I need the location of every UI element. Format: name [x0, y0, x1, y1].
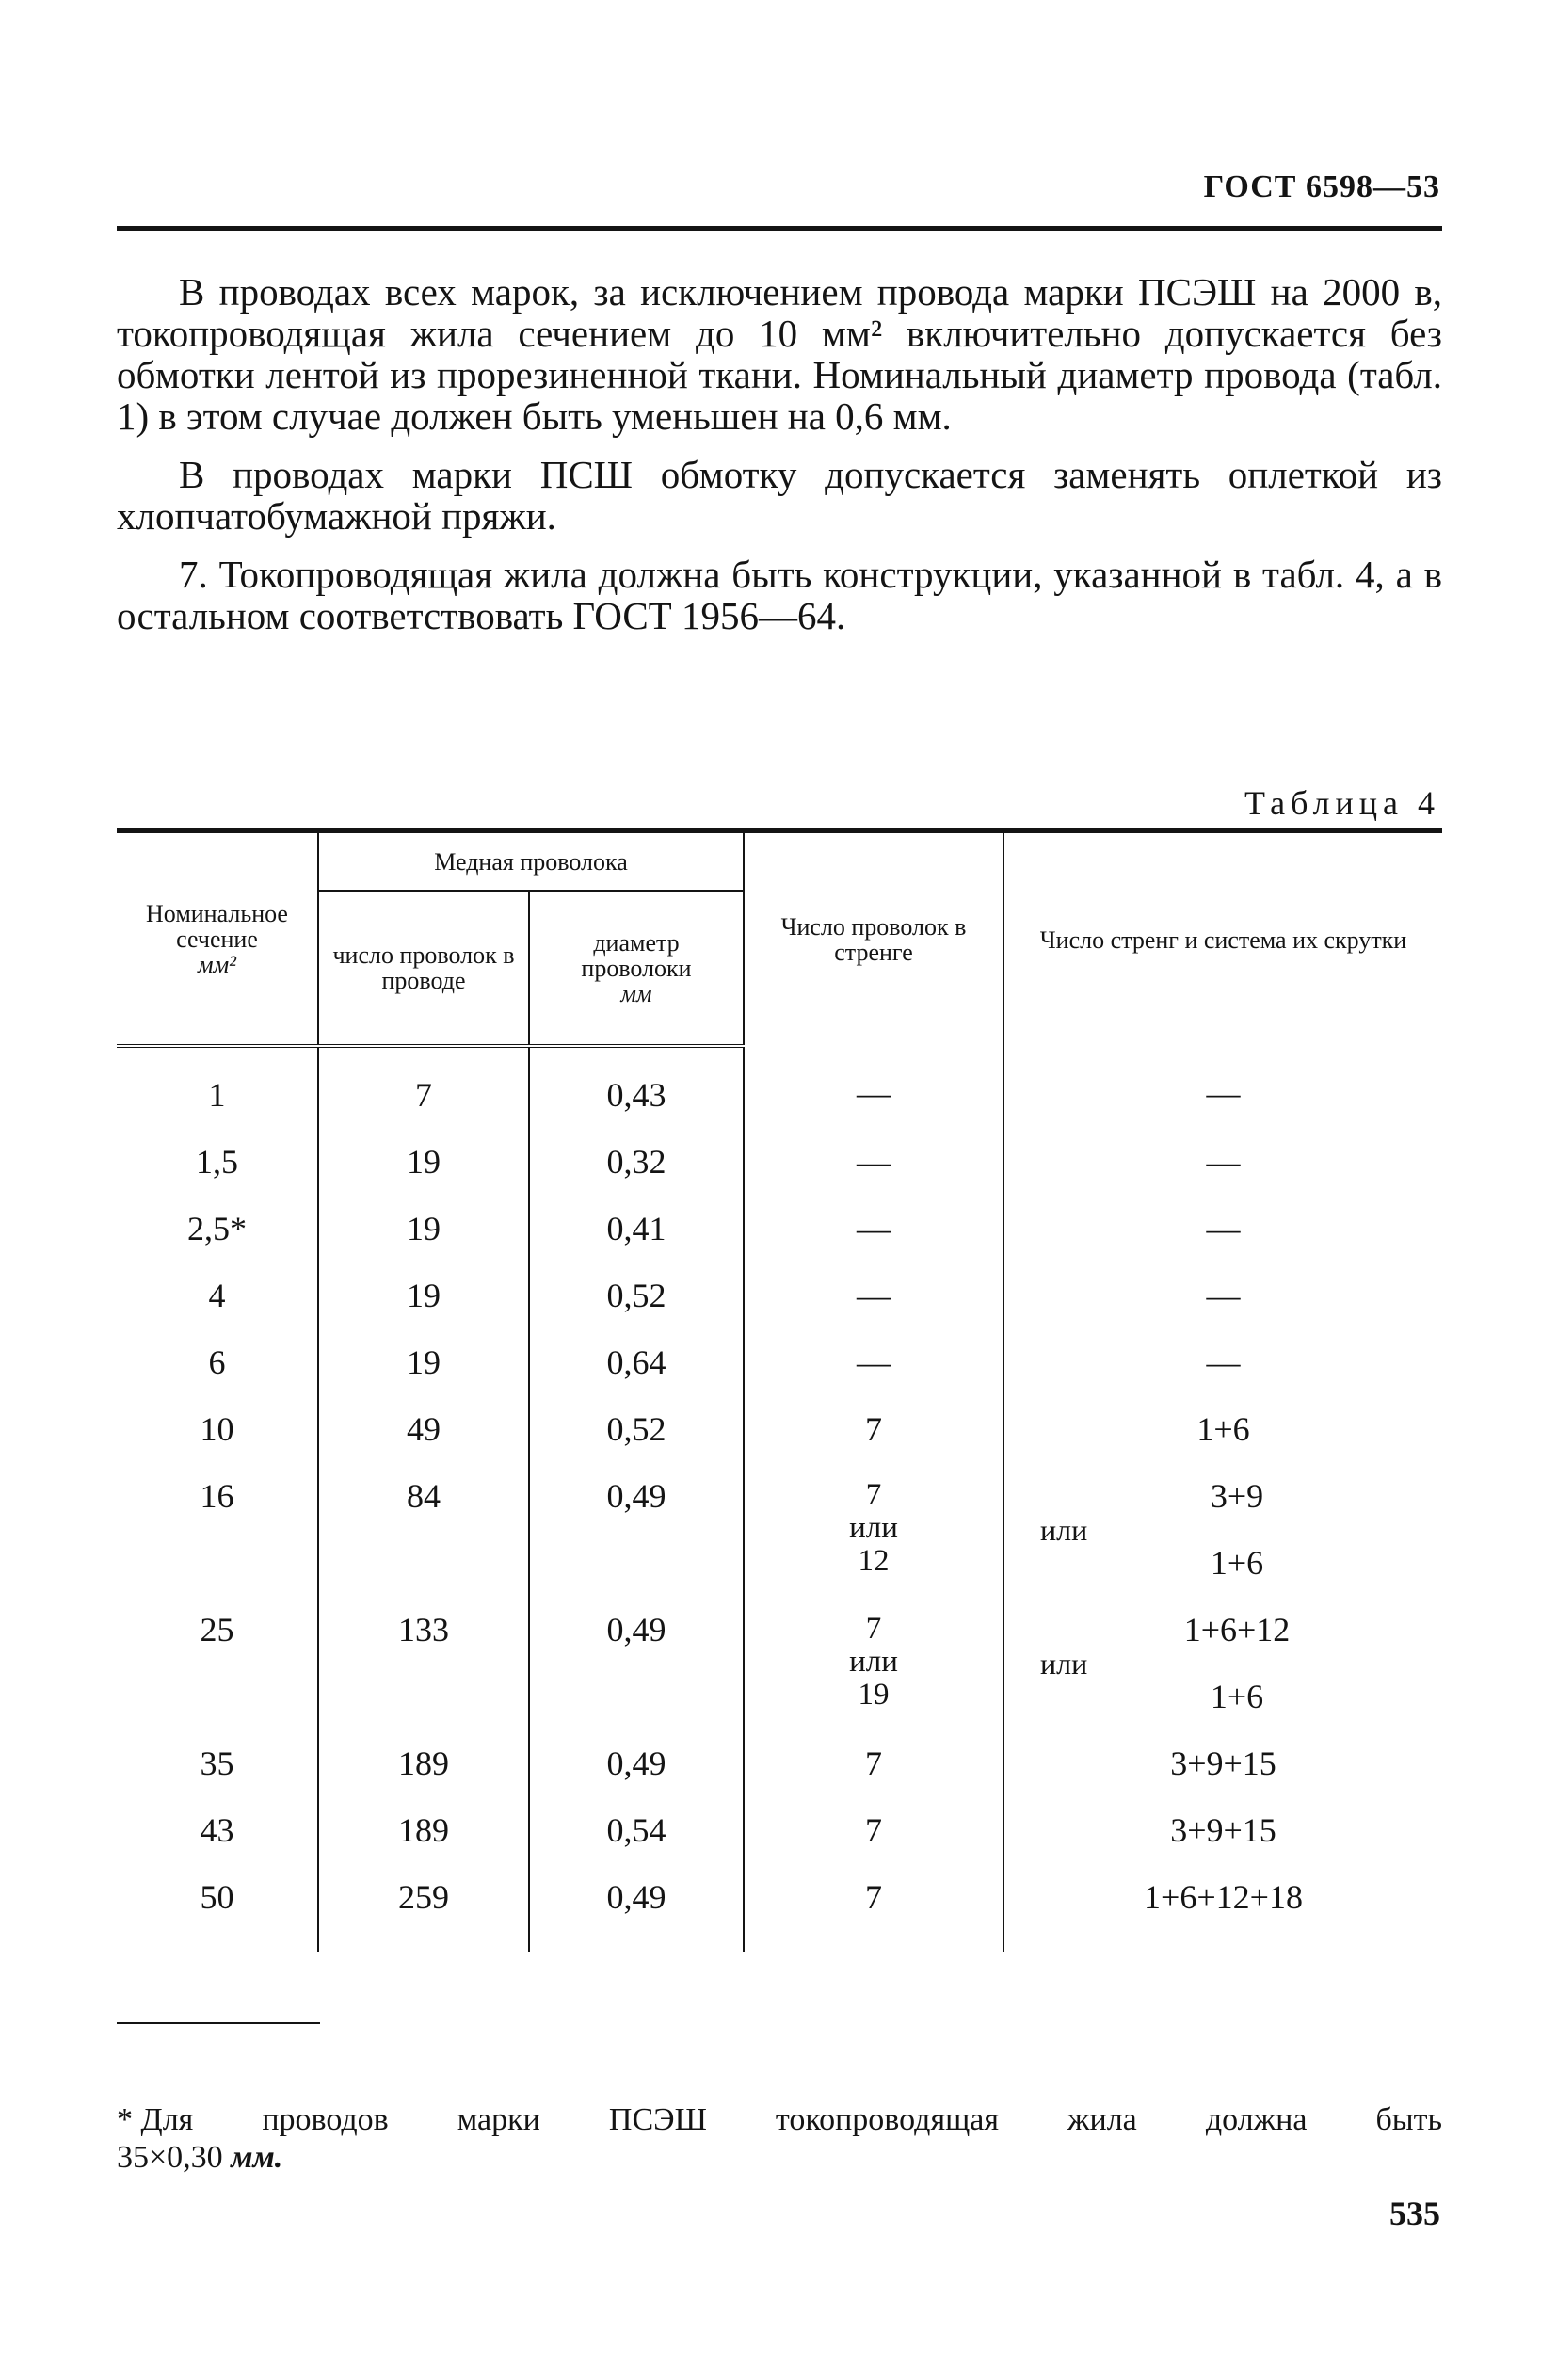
cell-diameter: 0,49: [529, 1594, 744, 1728]
header-rule: [117, 226, 1442, 231]
header-nominal-unit: мм²: [198, 950, 236, 978]
table-row: [117, 1327, 1442, 1393]
strands-option-b: 1+6: [1210, 1678, 1264, 1715]
cell-count: 19: [318, 1327, 529, 1393]
cell-count: 259: [318, 1861, 529, 1952]
footnote-line-1: [117, 2101, 1442, 2139]
strand-wires-option-a: 7: [865, 1478, 882, 1512]
strands-option-a: 3+9: [1210, 1477, 1264, 1515]
cell-diameter: 0,64: [529, 1327, 744, 1393]
table-row: [117, 1861, 1442, 1952]
cell-count: 84: [318, 1460, 529, 1594]
cell-strand-wires: —: [744, 1193, 1003, 1260]
footnote-word: должна: [1205, 2102, 1308, 2137]
cell-section: 25: [200, 1611, 234, 1648]
footnote-line-2: [117, 2139, 1442, 2177]
cell-diameter: 0,49: [529, 1861, 744, 1952]
cell-strand-wires: —: [744, 1046, 1003, 1126]
cell-diameter: 0,32: [529, 1126, 744, 1193]
cell-section: 4: [208, 1277, 226, 1314]
header-diameter-label: диаметр проволоки: [581, 928, 692, 982]
header-wire-diameter: [529, 891, 744, 1046]
footnote-word: проводов: [262, 2102, 389, 2137]
cell-diameter: 0,54: [529, 1794, 744, 1861]
cell-section: 35: [200, 1745, 234, 1782]
strands-option-a: 1+6+12: [1183, 1611, 1291, 1648]
cell-strands: —: [1003, 1046, 1442, 1126]
cell-section: 16: [200, 1477, 234, 1515]
cell-strands: [1003, 1594, 1442, 1728]
cell-section: 1: [208, 1076, 226, 1114]
cell-count: 49: [318, 1393, 529, 1460]
paragraph-3: 7. Токопроводящая жила должна быть конструкции, указанной в табл. 4, а в остальном соответствовать ГОСТ 1956—64.: [117, 553, 1442, 637]
table-row: [117, 1794, 1442, 1861]
cell-section: 2,5*: [187, 1210, 247, 1247]
strand-wires-option-b: 19: [858, 1678, 890, 1712]
cell-count: 189: [318, 1794, 529, 1861]
strands-or: или: [1040, 1512, 1088, 1547]
cell-strand-wires: 7: [744, 1728, 1003, 1794]
cell-strand-wires: 7: [744, 1861, 1003, 1952]
cell-diameter: 0,41: [529, 1193, 744, 1260]
header-copper-wire: Медная проволока: [318, 831, 744, 892]
page-number: 535: [1389, 2195, 1440, 2232]
header-strands-system: Число стренг и система их скрутки: [1003, 831, 1442, 1047]
strand-wires-or: или: [849, 1645, 898, 1679]
cell-count: 133: [318, 1594, 529, 1728]
cell-strand-wires: [744, 1460, 1003, 1594]
cell-strands: 3+9+15: [1003, 1728, 1442, 1794]
header-diameter-unit: мм: [620, 979, 652, 1007]
paragraph-2: В проводах марки ПСШ обмотку допускается заменять оплеткой из хлопчатобумажной пряжи.: [117, 453, 1442, 538]
cell-strands: 3+9+15: [1003, 1794, 1442, 1861]
cell-section: 10: [200, 1410, 234, 1448]
strands-or: или: [1040, 1646, 1088, 1680]
strands-option-b: 1+6: [1210, 1544, 1264, 1582]
strand-wires-option-a: 7: [865, 1612, 882, 1646]
cell-count: 19: [318, 1126, 529, 1193]
table-row: [117, 1594, 1442, 1728]
paragraph-1: В проводах всех марок, за исключением провода марки ПСЭШ на 2000 в, токопроводящая жила сечением до 10 мм² включительно допускается без обмотки лентой из прорезиненной ткани. Номинальный диаметр провода (табл. 1) в этом случае должен быть уменьшен на 0,6 мм.: [117, 270, 1442, 438]
footnote-word: токопроводящая: [775, 2102, 999, 2137]
cell-strand-wires: —: [744, 1260, 1003, 1327]
footnote-word: марки: [457, 2102, 540, 2137]
cell-diameter: 0,52: [529, 1260, 744, 1327]
cell-diameter: 0,49: [529, 1460, 744, 1594]
cell-strands: —: [1003, 1327, 1442, 1393]
header-nominal-section: [117, 831, 318, 1047]
strand-wires-option-b: 12: [858, 1544, 890, 1578]
strand-wires-or: или: [849, 1511, 898, 1545]
footnote-unit: мм.: [231, 2140, 283, 2175]
cell-diameter: 0,52: [529, 1393, 744, 1460]
cell-strands: [1003, 1460, 1442, 1594]
cell-section: 50: [200, 1878, 234, 1916]
footnote-value: 35×0,30: [117, 2140, 223, 2175]
cell-strands: —: [1003, 1126, 1442, 1193]
table-row: [117, 1728, 1442, 1794]
cell-diameter: 0,49: [529, 1728, 744, 1794]
strands-alternatives: [1012, 1479, 1435, 1580]
cell-diameter: 0,43: [529, 1046, 744, 1126]
cell-count: 189: [318, 1728, 529, 1794]
strands-alternatives: [1012, 1613, 1435, 1713]
cell-strand-wires: 7: [744, 1393, 1003, 1460]
table-row: [117, 1260, 1442, 1327]
standard-header: ГОСТ 6598—53: [1203, 169, 1440, 204]
footnote-word: жила: [1067, 2102, 1137, 2137]
table-row: [117, 1460, 1442, 1594]
strands-options: [1152, 1613, 1322, 1713]
cell-strands: —: [1003, 1193, 1442, 1260]
header-nominal-label: Номинальное сечение: [146, 899, 288, 953]
table-row: [117, 1126, 1442, 1193]
footnote-word: быть: [1375, 2102, 1442, 2137]
wire-construction-table: [117, 828, 1442, 1952]
header-wires-in-strand: Число проволок в стренге: [744, 831, 1003, 1047]
footnote-word: * Для: [117, 2102, 194, 2137]
footnote-word: ПСЭШ: [608, 2102, 707, 2137]
cell-strand-wires: [744, 1594, 1003, 1728]
header-wire-count: число проволок в проводе: [318, 891, 529, 1046]
cell-section: 6: [208, 1343, 226, 1381]
table-row: [117, 1046, 1442, 1126]
cell-strand-wires: —: [744, 1126, 1003, 1193]
table-row: [117, 1193, 1442, 1260]
strands-options: [1152, 1479, 1322, 1580]
cell-strand-wires: —: [744, 1327, 1003, 1393]
cell-strands: 1+6: [1003, 1393, 1442, 1460]
table-caption: Таблица 4: [1244, 784, 1440, 822]
footnote: [117, 2101, 1442, 2177]
cell-count: 19: [318, 1260, 529, 1327]
cell-strand-wires: 7: [744, 1794, 1003, 1861]
cell-count: 7: [318, 1046, 529, 1126]
cell-section: 43: [200, 1811, 234, 1849]
footnote-rule: [117, 2022, 320, 2024]
cell-strands: —: [1003, 1260, 1442, 1327]
cell-count: 19: [318, 1193, 529, 1260]
cell-section: 1,5: [196, 1143, 238, 1181]
cell-strands: 1+6+12+18: [1003, 1861, 1442, 1952]
table-row: [117, 1393, 1442, 1460]
body-text: [117, 271, 1442, 653]
